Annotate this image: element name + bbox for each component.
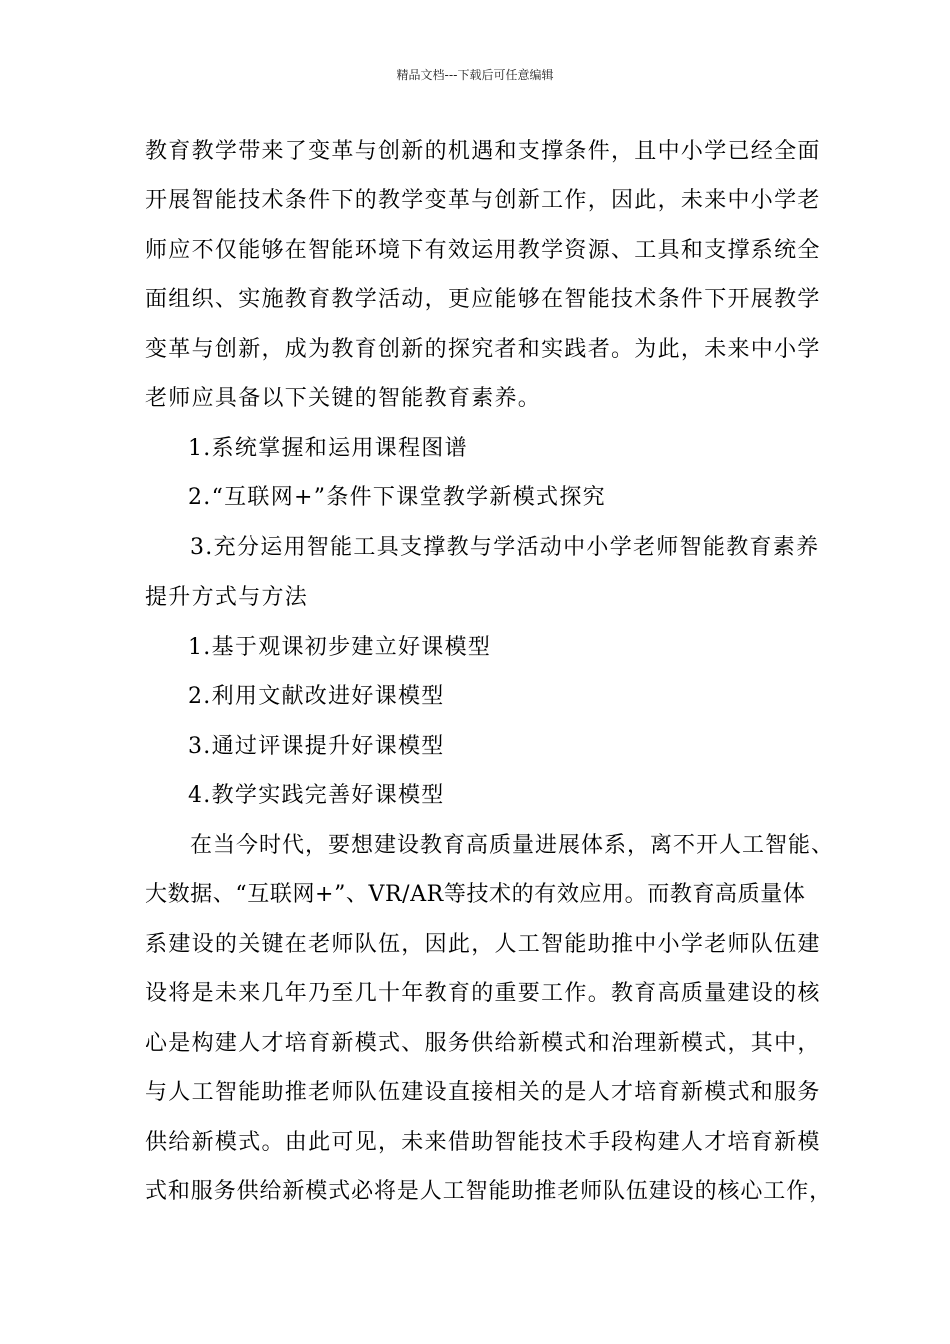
paragraph-line: 开展智能技术条件下的教学变革与创新工作，因此，未来中小学老 bbox=[145, 188, 821, 213]
list-item: 2.“互联网+”条件下课堂教学新模式探究 bbox=[188, 485, 606, 510]
paragraph-line: 面组织、实施教育教学活动，更应能够在智能技术条件下开展教学 bbox=[145, 287, 821, 312]
paragraph-line: 教育教学带来了变革与创新的机遇和支撑条件，且中小学已经全面 bbox=[145, 139, 821, 164]
paragraph-line: 设将是未来几年乃至几十年教育的重要工作。教育高质量建设的核 bbox=[145, 981, 821, 1006]
list-item: 3.通过评课提升好课模型 bbox=[188, 734, 445, 759]
paragraph-line: 系建设的关键在老师队伍，因此，人工智能助推中小学老师队伍建 bbox=[145, 932, 821, 957]
list-item: 1.基于观课初步建立好课模型 bbox=[188, 635, 492, 660]
list-item: 4.教学实践完善好课模型 bbox=[188, 783, 445, 808]
list-item: 2.利用文献改进好课模型 bbox=[188, 684, 445, 709]
paragraph-line: 在当今时代，要想建设教育高质量进展体系，离不开人工智能、 bbox=[190, 833, 835, 858]
paragraph-line: 大数据、“互联网+”、VR/AR等技术的有效应用。而教育高质量体 bbox=[145, 882, 806, 907]
paragraph-line: 变革与创新，成为教育创新的探究者和实践者。为此，未来中小学 bbox=[145, 337, 821, 362]
paragraph-line: 提升方式与方法 bbox=[145, 585, 309, 610]
page-header: 精品文档---下载后可任意编辑 bbox=[396, 68, 554, 82]
list-item: 1.系统掌握和运用课程图谱 bbox=[188, 436, 468, 461]
paragraph-line: 式和服务供给新模式必将是人工智能助推老师队伍建设的核心工作， bbox=[145, 1179, 833, 1204]
paragraph-line: 师应不仅能够在智能环境下有效运用教学资源、工具和支撑系统全 bbox=[145, 238, 821, 263]
paragraph-line: 老师应具备以下关键的智能教育素养。 bbox=[145, 386, 542, 411]
paragraph-line: 供给新模式。由此可见，未来借助智能技术手段构建人才培育新模 bbox=[145, 1130, 821, 1155]
paragraph-line: 与人工智能助推老师队伍建设直接相关的是人才培育新模式和服务 bbox=[145, 1080, 821, 1105]
paragraph-line: 心是构建人才培育新模式、服务供给新模式和治理新模式，其中， bbox=[145, 1031, 821, 1056]
list-item: 3.充分运用智能工具支撑教与学活动中小学老师智能教育素养 bbox=[190, 535, 820, 560]
